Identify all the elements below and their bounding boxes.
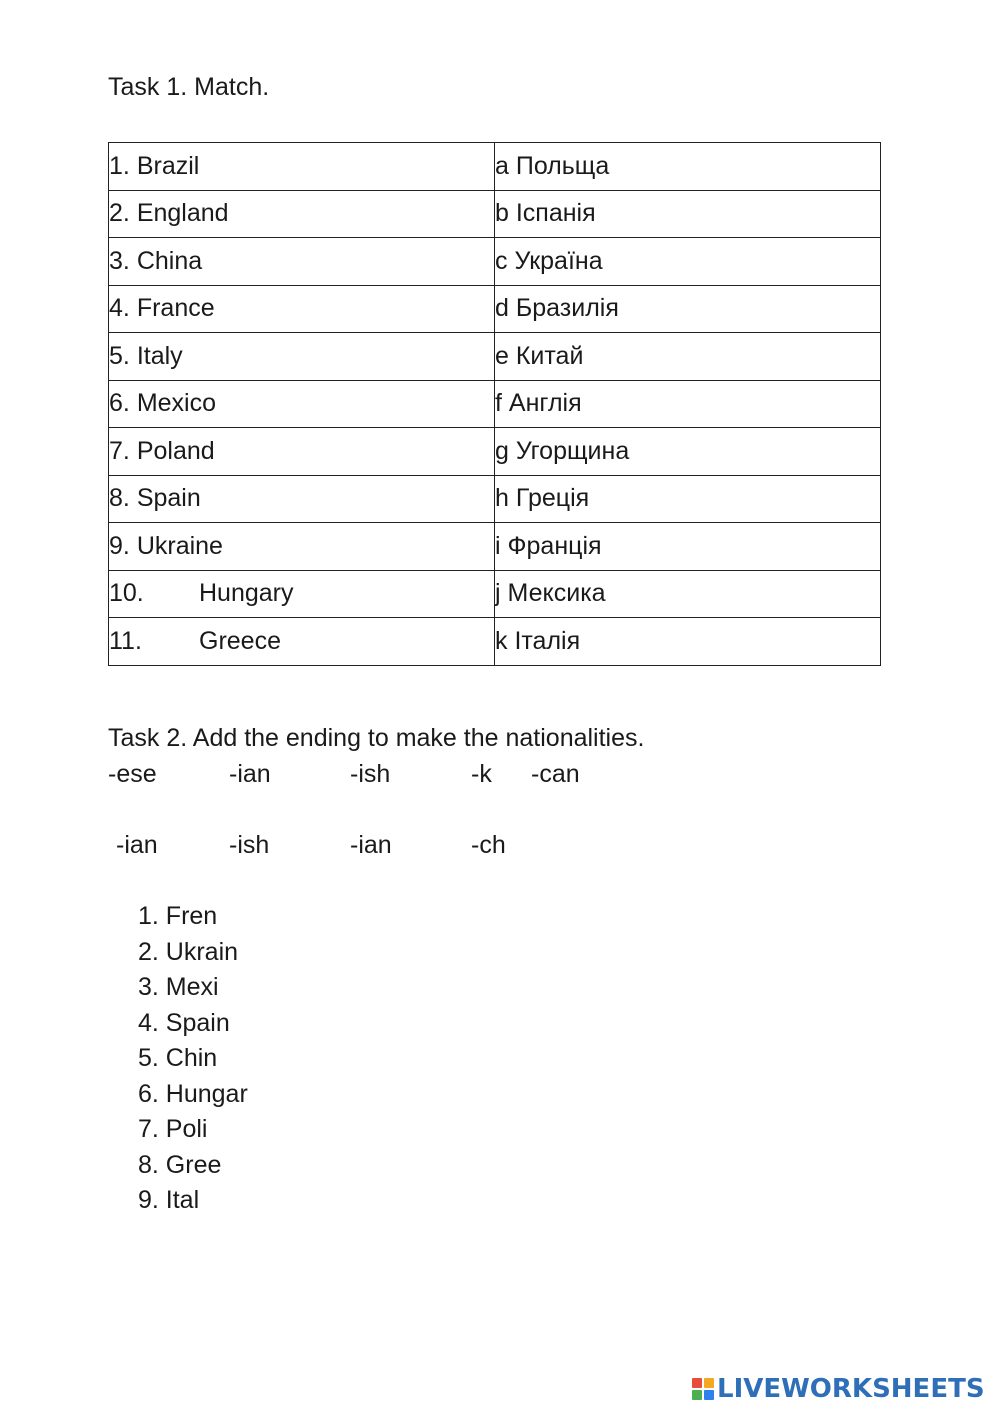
list-item: 2. Ukrain — [138, 937, 239, 966]
list-item: 3. Mexi — [138, 973, 219, 1001]
row-number: 10. — [109, 579, 144, 608]
logo-block — [704, 1378, 714, 1388]
row-number: 5. — [109, 341, 130, 370]
country-cell — [109, 523, 495, 571]
country-cell — [109, 143, 495, 191]
list-item: 4. Spain — [138, 1008, 230, 1037]
word-list — [138, 900, 248, 1220]
country-cell — [109, 190, 495, 238]
ending-option: -can — [531, 760, 580, 788]
ending-option: -ian — [116, 831, 158, 859]
task1-title: Task 1. Match. — [108, 73, 270, 101]
table-row — [109, 380, 881, 428]
country-cell — [109, 333, 495, 381]
task2-title: Task 2. Add the ending to make the nationalities. — [108, 724, 645, 752]
list-item: 1. Fren — [138, 902, 218, 930]
translation-cell: e Китай — [495, 333, 881, 381]
translation-cell: g Угорщина — [495, 428, 881, 476]
translation-cell: j Мексика — [495, 570, 881, 618]
table-row — [109, 618, 881, 666]
ending-option: -k — [471, 760, 492, 788]
logo-block — [692, 1390, 702, 1400]
table-row — [109, 285, 881, 333]
country-cell — [109, 618, 495, 666]
ending-option: -ch — [471, 831, 506, 859]
country-cell — [109, 238, 495, 286]
country-name: Mexico — [136, 389, 216, 418]
country-cell — [109, 475, 495, 523]
country-name: China — [136, 246, 203, 275]
translation-cell: c Україна — [495, 238, 881, 286]
liveworksheets-logo — [692, 1374, 985, 1404]
table-row — [109, 475, 881, 523]
list-item: 9. Ital — [138, 1186, 200, 1214]
country-cell — [109, 428, 495, 476]
country-name: France — [136, 294, 215, 323]
list-item: 8. Gree — [138, 1150, 222, 1179]
logo-blocks-icon — [692, 1378, 714, 1400]
match-table — [108, 142, 881, 666]
row-number: 2. — [109, 199, 130, 228]
country-name: Italy — [136, 341, 183, 370]
logo-block — [692, 1378, 702, 1388]
row-number: 1. — [109, 151, 130, 180]
country-cell — [109, 380, 495, 428]
table-row — [109, 428, 881, 476]
ending-option: -ish — [350, 760, 391, 788]
translation-cell: f Англія — [495, 380, 881, 428]
table-row — [109, 190, 881, 238]
row-number: 4. — [109, 294, 130, 323]
row-number: 6. — [109, 389, 130, 418]
country-name: Poland — [136, 436, 215, 465]
list-item: 5. Chin — [138, 1044, 218, 1072]
row-number: 11. — [109, 626, 142, 655]
list-item: 7. Poli — [138, 1115, 208, 1143]
ending-option: -ian — [229, 760, 271, 788]
table-row — [109, 333, 881, 381]
country-name: England — [136, 199, 229, 228]
translation-cell: h Греція — [495, 475, 881, 523]
ending-option: -ian — [350, 831, 392, 859]
table-row — [109, 143, 881, 191]
row-number: 7. — [109, 436, 130, 465]
country-name: Hungary — [199, 579, 294, 608]
country-cell — [109, 285, 495, 333]
logo-block — [704, 1390, 714, 1400]
country-name: Ukraine — [136, 531, 223, 560]
ending-option: -ese — [108, 760, 157, 788]
translation-cell: a Польща — [495, 143, 881, 191]
country-name: Brazil — [136, 151, 200, 180]
logo-text: LIVEWORKSHEETS — [717, 1374, 985, 1404]
translation-cell: b Іспанія — [495, 190, 881, 238]
country-name: Spain — [136, 484, 201, 513]
translation-cell: i Франція — [495, 523, 881, 571]
translation-cell: d Бразилія — [495, 285, 881, 333]
table-row — [109, 523, 881, 571]
ending-option: -ish — [229, 831, 270, 859]
translation-cell: k Італія — [495, 618, 881, 666]
table-row — [109, 238, 881, 286]
row-number: 9. — [109, 531, 130, 560]
country-name: Greece — [199, 626, 281, 655]
list-item: 6. Hungar — [138, 1079, 248, 1108]
row-number: 8. — [109, 484, 130, 513]
country-cell — [109, 570, 495, 618]
table-row — [109, 570, 881, 618]
row-number: 3. — [109, 246, 130, 275]
